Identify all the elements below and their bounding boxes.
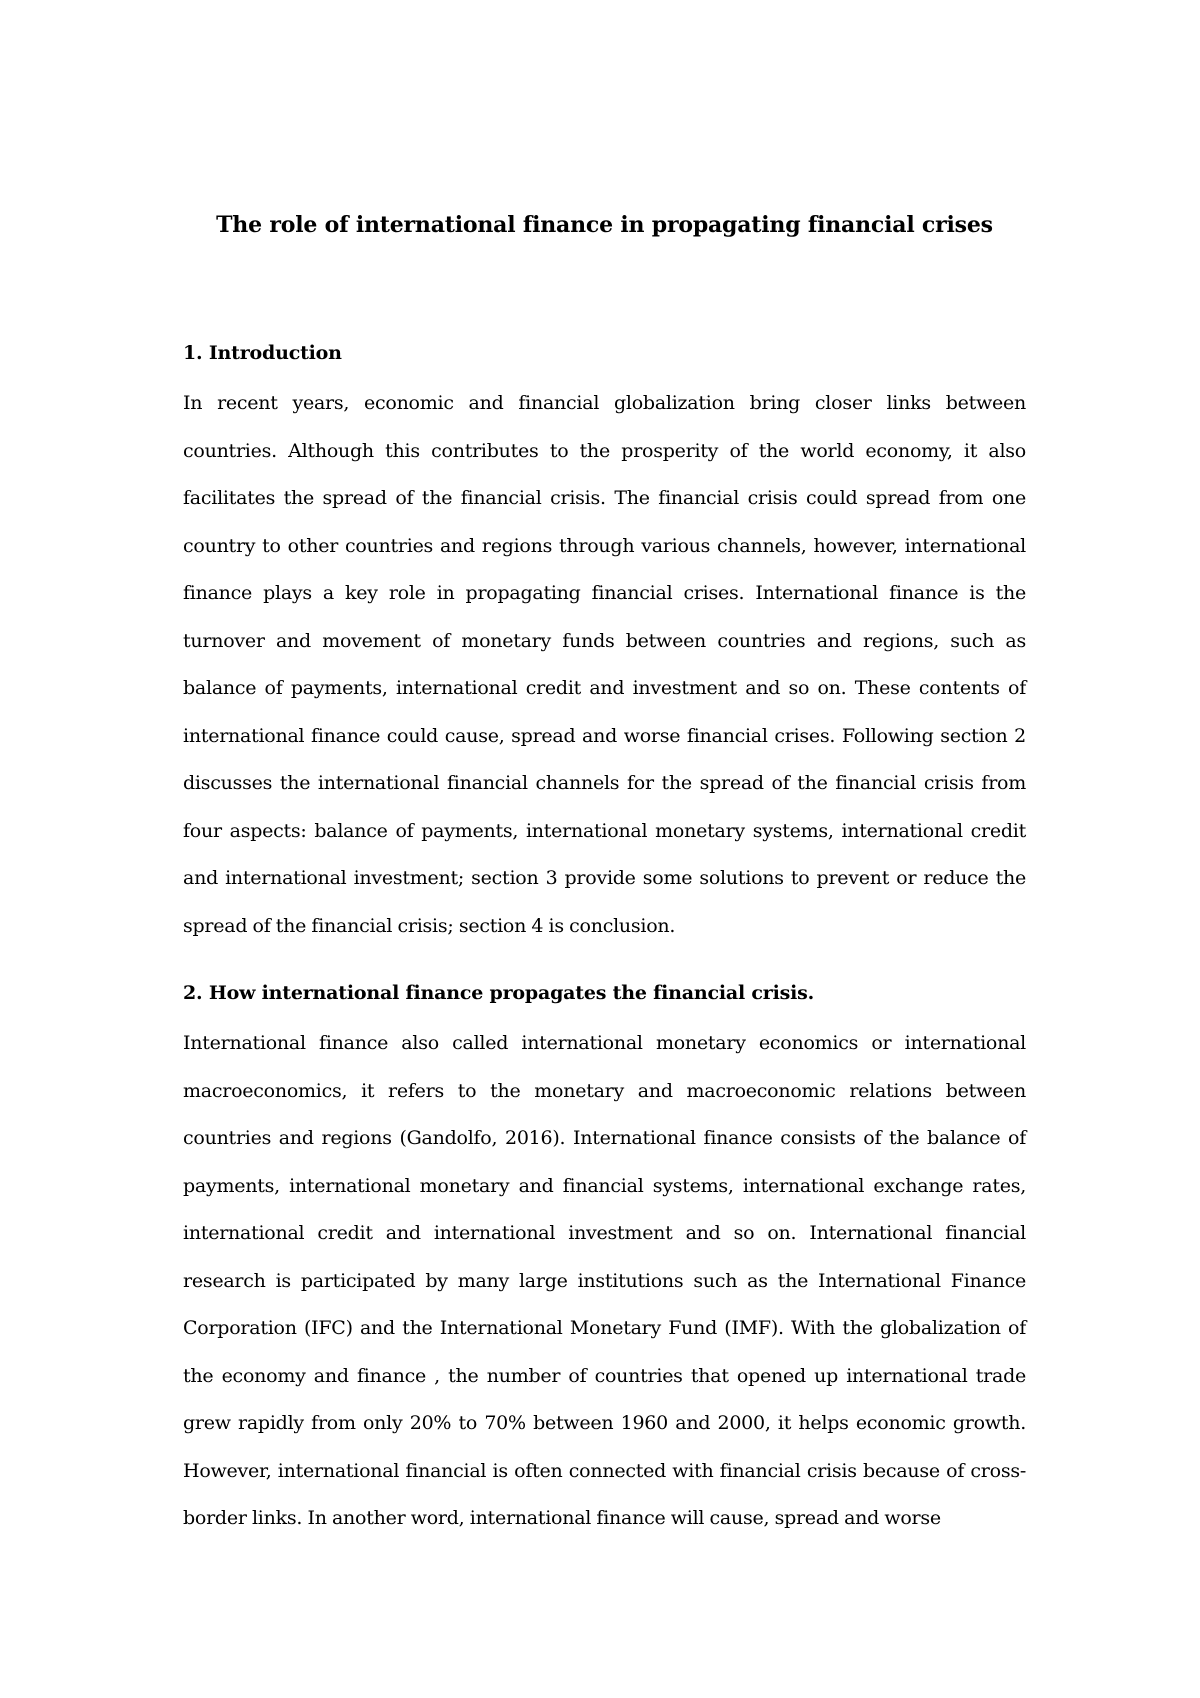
paragraph-propagation: International finance also called international monetary economics or international macroeconomics, it refers to the monetary and macroeconomic relations between countries and regions (Gandolfo, 2016). International finance consists of the balance of payments, international monetary and financial systems, international exchange rates, international credit and international investment and so on. International financial research is participated by many large institutions such as the International Finance Corporation (IFC) and the International Monetary Fund (IMF). With the globalization of the economy and finance , the number of countries that opened up international trade grew rapidly from only 20% to 70% between 1960 and 2000, it helps economic growth. However, international financial is often connected with financial crisis because of cross-border links. In another word, international finance will cause, spread and worse [183,1032,1026,1529]
section-introduction [183,338,1026,950]
section-heading-propagation: 2. How international finance propagates the financial crisis. [183,982,815,1004]
section-propagation [183,978,1026,1543]
document-body [183,210,1026,1543]
section-heading-introduction: 1. Introduction [183,342,342,364]
document-title: The role of international finance in propagating financial crises [216,212,993,238]
paragraph-introduction: In recent years, economic and financial globalization bring closer links between countries. Although this contributes to the prosperity of the world economy, it also facilitates the spread of the financial crisis. The financial crisis could spread from one country to other countries and regions through various channels, however, international finance plays a key role in propagating financial crises. International finance is the turnover and movement of monetary funds between countries and regions, such as balance of payments, international credit and investment and so on. These contents of international finance could cause, spread and worse financial crises. Following section 2 discusses the international financial channels for the spread of the financial crisis from four aspects: balance of payments, international monetary systems, international credit and international investment; section 3 provide some solutions to prevent or reduce the spread of the financial crisis; section 4 is conclusion. [183,392,1026,937]
